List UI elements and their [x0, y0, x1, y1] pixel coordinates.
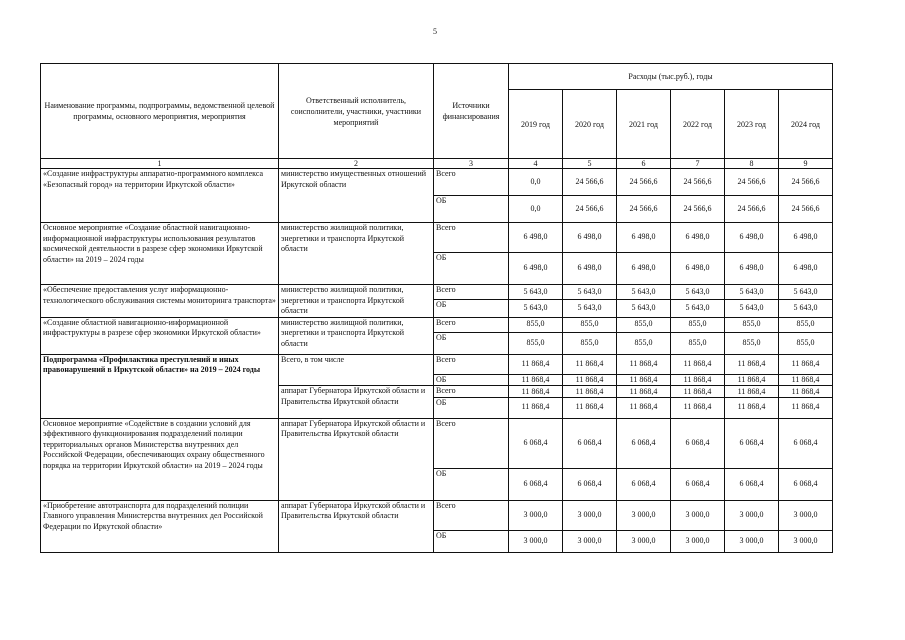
value-cell: 11 868,4 [563, 374, 617, 386]
value-cell: 6 068,4 [725, 418, 779, 468]
value-cell: 6 498,0 [617, 253, 671, 285]
value-cell: 855,0 [617, 317, 671, 332]
source: ОБ [434, 332, 509, 354]
column-index: 3 [434, 159, 509, 169]
executor: аппарат Губернатора Иркутской области и Правительства Иркутской области [279, 418, 434, 500]
value-cell: 11 868,4 [725, 354, 779, 374]
column-index: 9 [779, 159, 833, 169]
value-cell: 5 643,0 [725, 285, 779, 300]
value-cell: 5 643,0 [563, 300, 617, 317]
value-cell: 11 868,4 [671, 374, 725, 386]
value-cell: 5 643,0 [779, 285, 833, 300]
subprogram-name: Подпрограмма «Профилактика преступлений и иных правонарушений в Иркутской области» на 2019 – 2024 годы [41, 354, 279, 418]
value-cell: 855,0 [671, 317, 725, 332]
executor-total: Всего, в том числе [279, 354, 434, 386]
value-cell: 3 000,0 [671, 500, 725, 530]
value-cell: 11 868,4 [617, 374, 671, 386]
value-cell: 6 068,4 [779, 418, 833, 468]
header-year: 2020 год [563, 90, 617, 159]
value-cell: 3 000,0 [779, 530, 833, 552]
value-cell: 6 498,0 [563, 253, 617, 285]
value-cell: 6 068,4 [671, 468, 725, 500]
value-cell: 855,0 [617, 332, 671, 354]
value-cell: 11 868,4 [779, 397, 833, 418]
value-cell: 6 498,0 [509, 253, 563, 285]
value-cell: 11 868,4 [509, 354, 563, 374]
value-cell: 855,0 [563, 332, 617, 354]
source: Всего [434, 418, 509, 468]
value-cell: 11 868,4 [779, 354, 833, 374]
column-index: 6 [617, 159, 671, 169]
source: ОБ [434, 374, 509, 386]
value-cell: 855,0 [779, 332, 833, 354]
value-cell: 6 068,4 [779, 468, 833, 500]
value-cell: 11 868,4 [779, 386, 833, 398]
value-cell: 6 068,4 [563, 418, 617, 468]
value-cell: 855,0 [779, 317, 833, 332]
value-cell: 3 000,0 [563, 530, 617, 552]
value-cell: 5 643,0 [617, 300, 671, 317]
program-name: «Создание инфраструктуры аппаратно-программного комплекса «Безопасный город» на территории Иркутской области» [41, 169, 279, 223]
value-cell: 24 566,6 [725, 169, 779, 196]
source: Всего [434, 223, 509, 253]
value-cell: 24 566,6 [671, 196, 725, 223]
program-name: «Обеспечение предоставления услуг информационно-технологического обслуживания системы мониторинга транспорта» [41, 285, 279, 318]
source: ОБ [434, 253, 509, 285]
column-index: 5 [563, 159, 617, 169]
column-index: 7 [671, 159, 725, 169]
value-cell: 11 868,4 [725, 374, 779, 386]
source: Всего [434, 386, 509, 398]
value-cell: 24 566,6 [725, 196, 779, 223]
value-cell: 5 643,0 [617, 285, 671, 300]
source: Всего [434, 285, 509, 300]
source: ОБ [434, 530, 509, 552]
value-cell: 6 068,4 [617, 418, 671, 468]
program-name: Основное мероприятие «Содействие в создании условий для эффективного функционирования подразделений полиции территориальных органов Министерства внутренних дел Российской Федерации, обеспечивающих охрану общественного порядка на территории Иркутской области» на 2019 – 2024 годы [41, 418, 279, 500]
source: Всего [434, 317, 509, 332]
executor: аппарат Губернатора Иркутской области и Правительства Иркутской области [279, 386, 434, 419]
value-cell: 11 868,4 [509, 397, 563, 418]
value-cell: 11 868,4 [617, 354, 671, 374]
value-cell: 11 868,4 [725, 386, 779, 398]
source: ОБ [434, 196, 509, 223]
header-executor: Ответственный исполнитель, соисполнители, участники, участники мероприятий [279, 64, 434, 159]
value-cell: 3 000,0 [617, 530, 671, 552]
value-cell: 855,0 [725, 332, 779, 354]
value-cell: 11 868,4 [563, 354, 617, 374]
value-cell: 11 868,4 [617, 397, 671, 418]
value-cell: 0,0 [509, 196, 563, 223]
value-cell: 6 498,0 [725, 253, 779, 285]
value-cell: 6 068,4 [671, 418, 725, 468]
value-cell: 24 566,6 [563, 196, 617, 223]
value-cell: 6 068,4 [509, 418, 563, 468]
value-cell: 6 068,4 [725, 468, 779, 500]
value-cell: 855,0 [509, 317, 563, 332]
program-name: «Создание областной навигационно-информационной инфраструктуры в разрезе сфер экономики Иркутской области» [41, 317, 279, 354]
value-cell: 5 643,0 [725, 300, 779, 317]
value-cell: 0,0 [509, 169, 563, 196]
value-cell: 11 868,4 [725, 397, 779, 418]
executor: министерство имущественных отношений Иркутской области [279, 169, 434, 223]
value-cell: 855,0 [563, 317, 617, 332]
value-cell: 855,0 [725, 317, 779, 332]
column-index: 4 [509, 159, 563, 169]
value-cell: 11 868,4 [509, 386, 563, 398]
page-number: 5 [433, 27, 437, 36]
source: ОБ [434, 468, 509, 500]
value-cell: 5 643,0 [779, 300, 833, 317]
source: Всего [434, 500, 509, 530]
value-cell: 11 868,4 [779, 374, 833, 386]
value-cell: 24 566,6 [617, 169, 671, 196]
header-year: 2022 год [671, 90, 725, 159]
value-cell: 6 498,0 [779, 253, 833, 285]
value-cell: 24 566,6 [779, 196, 833, 223]
value-cell: 6 498,0 [671, 253, 725, 285]
value-cell: 11 868,4 [563, 397, 617, 418]
executor: министерство жилищной политики, энергетики и транспорта Иркутской области [279, 317, 434, 354]
header-expenses: Расходы (тыс.руб.), годы [509, 64, 833, 90]
value-cell: 6 498,0 [725, 223, 779, 253]
value-cell: 11 868,4 [617, 386, 671, 398]
value-cell: 3 000,0 [725, 500, 779, 530]
value-cell: 3 000,0 [617, 500, 671, 530]
value-cell: 3 000,0 [725, 530, 779, 552]
value-cell: 3 000,0 [779, 500, 833, 530]
value-cell: 11 868,4 [671, 386, 725, 398]
value-cell: 11 868,4 [671, 397, 725, 418]
value-cell: 6 498,0 [671, 223, 725, 253]
value-cell: 5 643,0 [563, 285, 617, 300]
value-cell: 6 068,4 [617, 468, 671, 500]
header-year: 2019 год [509, 90, 563, 159]
value-cell: 11 868,4 [671, 354, 725, 374]
executor: аппарат Губернатора Иркутской области и Правительства Иркутской области [279, 500, 434, 552]
program-name: Основное мероприятие «Создание областной навигационно-информационной инфраструктуры использования результатов космической деятельности в разрезе сфер экономики Иркутской области» на 2019 – 2024 годы [41, 223, 279, 285]
value-cell: 855,0 [671, 332, 725, 354]
budget-table [40, 63, 833, 553]
value-cell: 24 566,6 [671, 169, 725, 196]
executor: министерство жилищной политики, энергетики и транспорта Иркутской области [279, 223, 434, 285]
value-cell: 6 498,0 [563, 223, 617, 253]
column-index: 8 [725, 159, 779, 169]
column-index: 2 [279, 159, 434, 169]
value-cell: 5 643,0 [671, 285, 725, 300]
value-cell: 3 000,0 [509, 500, 563, 530]
source: Всего [434, 169, 509, 196]
value-cell: 11 868,4 [509, 374, 563, 386]
header-program: Наименование программы, подпрограммы, ведомственной целевой программы, основного мероприятия, мероприятия [41, 64, 279, 159]
value-cell: 5 643,0 [509, 285, 563, 300]
header-source: Источники финансирования [434, 64, 509, 159]
value-cell: 6 068,4 [563, 468, 617, 500]
column-index: 1 [41, 159, 279, 169]
value-cell: 5 643,0 [671, 300, 725, 317]
value-cell: 5 643,0 [509, 300, 563, 317]
value-cell: 855,0 [509, 332, 563, 354]
header-year: 2024 год [779, 90, 833, 159]
value-cell: 24 566,6 [779, 169, 833, 196]
value-cell: 6 498,0 [617, 223, 671, 253]
source: ОБ [434, 397, 509, 418]
source: Всего [434, 354, 509, 374]
value-cell: 3 000,0 [509, 530, 563, 552]
value-cell: 3 000,0 [563, 500, 617, 530]
source: ОБ [434, 300, 509, 317]
header-year: 2021 год [617, 90, 671, 159]
executor: министерство жилищной политики, энергетики и транспорта Иркутской области [279, 285, 434, 318]
value-cell: 6 068,4 [509, 468, 563, 500]
header-year: 2023 год [725, 90, 779, 159]
value-cell: 11 868,4 [563, 386, 617, 398]
value-cell: 3 000,0 [671, 530, 725, 552]
value-cell: 24 566,6 [563, 169, 617, 196]
program-name: «Приобретение автотранспорта для подразделений полиции Главного управления Министерства внутренних дел Российской Федерации по Иркутской области» [41, 500, 279, 552]
value-cell: 24 566,6 [617, 196, 671, 223]
value-cell: 6 498,0 [779, 223, 833, 253]
value-cell: 6 498,0 [509, 223, 563, 253]
